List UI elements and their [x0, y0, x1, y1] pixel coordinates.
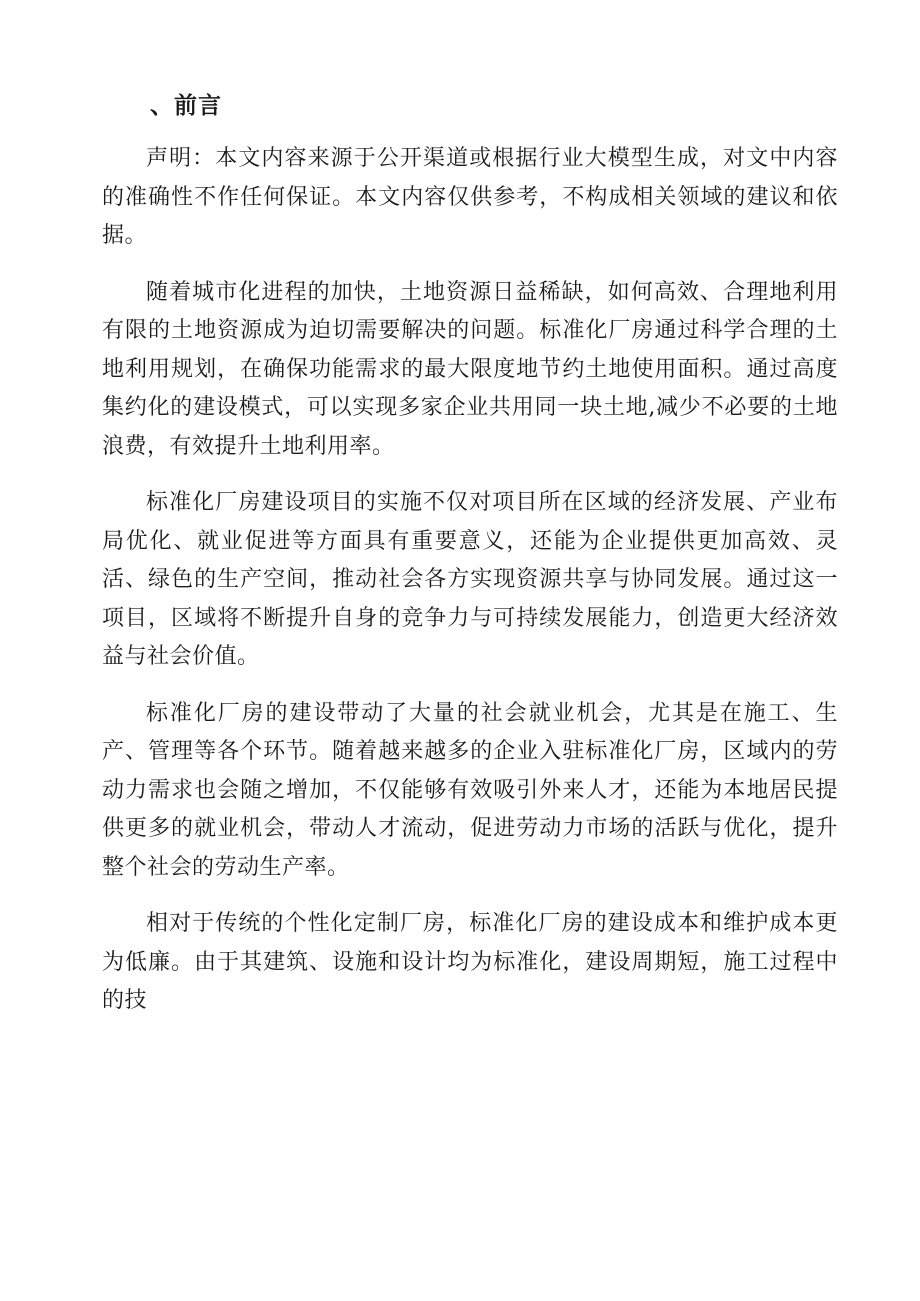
document-body: [102, 140, 838, 1039]
section-heading: 、前言: [150, 92, 222, 119]
paragraph-land-use: 随着城市化进程的加快，土地资源日益稀缺，如何高效、合理地利用有限的土地资源成为迫切需要解决的问题。标准化厂房通过科学合理的土地利用规划，在确保功能需求的最大限度地节约土地使用面积。通过高度集约化的建设模式，可以实现多家企业共用同一块土地,减少不必要的土地浪费，有效提升土地利用率。: [102, 279, 838, 459]
paragraph-cost: 相对于传统的个性化定制厂房，标准化厂房的建设成本和维护成本更为低廉。由于其建筑、设施和设计均为标准化，建设周期短，施工过程中的技: [102, 911, 838, 1013]
paragraph-project-significance: 标准化厂房建设项目的实施不仅对项目所在区域的经济发展、产业布局优化、就业促进等方面具有重要意义，还能为企业提供更加高效、灵活、绿色的生产空间，推动社会各方实现资源共享与协同发展。通过这一项目，区域将不断提升自身的竞争力与可持续发展能力，创造更大经济效益与社会价值。: [102, 490, 838, 669]
paragraph-disclaimer: 声明：本文内容来源于公开渠道或根据行业大模型生成，对文中内容的准确性不作任何保证。本文内容仅供参考，不构成相关领域的建议和依据。: [102, 146, 838, 248]
paragraph-employment: 标准化厂房的建设带动了大量的社会就业机会，尤其是在施工、生产、管理等各个环节。随着越来越多的企业入驻标准化厂房，区域内的劳动力需求也会随之增加，不仅能够有效吸引外来人才，还能为本地居民提供更多的就业机会，带动人才流动，促进劳动力市场的活跃与优化，提升整个社会的劳动生产率。: [102, 700, 838, 880]
